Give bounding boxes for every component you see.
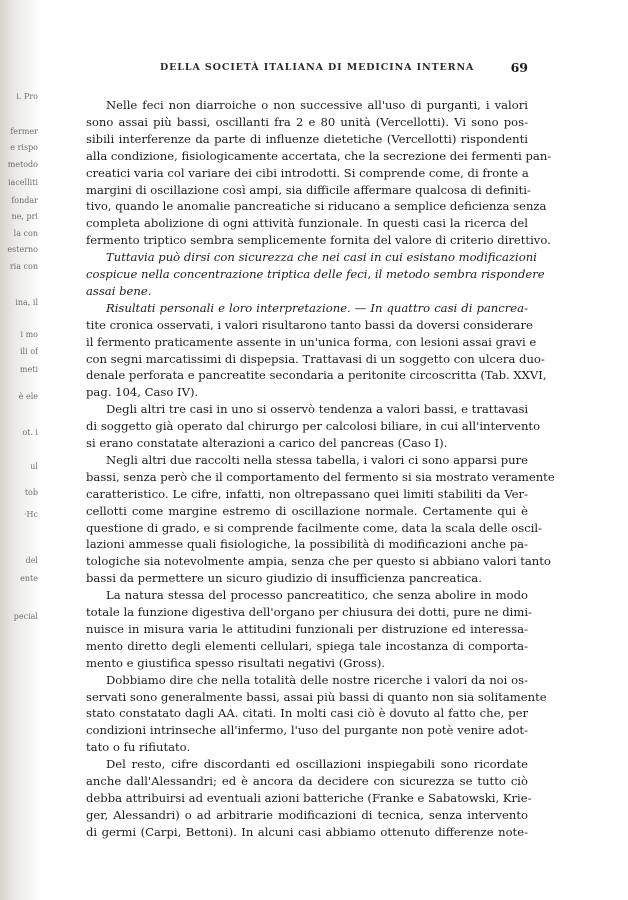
text-line: Tuttavia può dirsi con sicurezza che nei casi in cui esistano modificazioni bbox=[106, 250, 537, 265]
text-line: Del resto, cifre discordanti ed oscillazioni inspiegabili sono ricordate bbox=[106, 757, 528, 772]
margin-fragment: i mo bbox=[20, 330, 38, 339]
text-line: Negli altri due raccolti nella stessa tabella, i valori ci sono apparsi pure bbox=[106, 452, 528, 467]
margin-fragment: del bbox=[25, 556, 38, 565]
text-line: completa abolizione di ogni attività funzionale. In questi casi la ricerca del bbox=[86, 216, 528, 231]
text-line: sibili interferenze da parte di influenze dietetiche (Vercellotti) rispondenti bbox=[86, 131, 528, 146]
text-line: debba attribuirsi ad eventuali azioni batteriche (Franke e Sabatowski, Krie- bbox=[86, 790, 532, 805]
margin-fragment: iacelliti bbox=[8, 178, 38, 187]
margin-fragment: fermer bbox=[10, 127, 38, 136]
margin-fragment: e rispo bbox=[10, 143, 38, 152]
margin-fragment: tob bbox=[24, 488, 38, 497]
text-line: tologiche sia notevolmente ampia, senza che per questo si abbiano valori tanto bbox=[86, 554, 551, 569]
text-line: totale la funzione digestiva dell'organo per chiusura dei dotti, pure ne dimi- bbox=[86, 605, 532, 619]
margin-fragment: ot. i bbox=[22, 428, 38, 437]
running-title: DELLA SOCIETÀ ITALIANA DI MEDICINA INTERNA bbox=[160, 62, 475, 73]
text-line: ger, Alessandri) o ad arbitrarie modificazioni di tecnica, senza intervento bbox=[86, 807, 528, 822]
text-line: caratteristico. Le cifre, infatti, non oltrepassano quei limiti stabiliti da Ver- bbox=[86, 486, 528, 501]
margin-fragment: è ele bbox=[18, 392, 38, 401]
text-line: creatici varia col variare dei cibi introdotti. Si comprende come, di fronte a bbox=[86, 165, 529, 180]
text-line: anche dall'Alessandri; ed è ancora da decidere con sicurezza se tutto ciò bbox=[86, 774, 528, 788]
text-line: alla condizione, fisiologicamente accertata, che la secrezione dei fermenti pan- bbox=[86, 148, 552, 163]
margin-fragment: meti bbox=[19, 365, 38, 374]
adjacent-page-margin bbox=[0, 0, 38, 900]
text-line: condizioni intrinseche all'infermo, l'uso del purgante non potè venire adot- bbox=[86, 723, 528, 738]
text-line: bassi, senza però che il comportamento del fermento si sia mostrato veramente bbox=[86, 469, 555, 484]
text-line: mento e giustifica spesso risultati negativi (Gross). bbox=[86, 655, 386, 670]
page-number: 69 bbox=[510, 60, 528, 75]
margin-fragment: esterno bbox=[7, 245, 38, 254]
margin-fragment: metodo bbox=[7, 160, 38, 169]
margin-fragment: ne, pri bbox=[11, 212, 38, 221]
text-line: tite cronica osservati, i valori risultarono tanto bassi da doversi considerare bbox=[86, 317, 533, 332]
text-line: denale perforata e pancreatite secondaria a peritonite circoscritta (Tab. XXVI, bbox=[86, 368, 547, 383]
text-line: servati sono generalmente bassi, assai più bassi di quanto non sia solitamente bbox=[86, 689, 547, 704]
running-header bbox=[86, 62, 528, 78]
text-line: bassi da permettere un sicuro giudizio di insufficienza pancreatica. bbox=[86, 571, 482, 586]
text-line: mento diretto degli elementi cellulari, spiega tale incostanza di comporta- bbox=[86, 638, 528, 653]
text-line: tivo, quando le anomalie pancreatiche si riducano a semplice deficienza senza bbox=[86, 199, 547, 214]
margin-fragment: la con bbox=[13, 229, 38, 238]
text-line: tato o fu rifiutato. bbox=[86, 740, 191, 755]
text-line: cellotti come margine estremo di oscillazione normale. Certamente qui è bbox=[86, 503, 528, 518]
text-line: si erano constatate alterazioni a carico del pancreas (Caso I). bbox=[86, 436, 448, 450]
text-line: questione di grado, e si comprende facilmente come, data la scala delle oscil- bbox=[86, 520, 543, 535]
text-line: stato constatato dagli AA. citati. In molti casi ciò è dovuto al fatto che, per bbox=[86, 706, 528, 721]
text-line: di soggetto già operato dal chirurgo per calcolosi biliare, in cui all'intervento bbox=[86, 419, 541, 434]
margin-fragment: i. Pro bbox=[16, 92, 38, 101]
margin-fragment: ili of bbox=[20, 347, 38, 356]
margin-fragment: ina, il bbox=[15, 298, 38, 307]
text-line: con segni marcatissimi di dispepsia. Trattavasi di un soggetto con ulcera duo- bbox=[86, 351, 545, 366]
text-line: nuisce in misura varia le attitudini funzionali per distruzione ed interessa- bbox=[86, 621, 528, 636]
text-line: Dobbiamo dire che nella totalità delle nostre ricerche i valori da noi os- bbox=[106, 672, 528, 687]
text-line: Nelle feci non diarroiche o non successive all'uso di purganti, i valori bbox=[106, 98, 528, 112]
margin-fragment: pecial bbox=[13, 612, 38, 621]
text-line: assai bene. bbox=[86, 283, 152, 298]
text-line: Risultati personali e loro interpretazione. — In quattro casi di pancrea- bbox=[106, 300, 528, 315]
text-line: lazioni ammesse quali fisiologiche, la possibilità di modificazioni anche pa- bbox=[86, 537, 528, 552]
text-line: di germi (Carpi, Bettoni). In alcuni casi abbiamo ottenuto differenze note- bbox=[86, 824, 528, 839]
margin-fragment: ul bbox=[30, 462, 38, 471]
text-line: La natura stessa del processo pancreatitico, che senza abolire in modo bbox=[106, 588, 528, 603]
margin-fragment: fondar bbox=[11, 196, 38, 205]
text-line: margini di oscillazione così ampi, sia difficile affermare qualcosa di definiti- bbox=[86, 182, 531, 197]
text-line: cospicue nella concentrazione triptica delle feci, il metodo sembra rispondere bbox=[86, 267, 545, 281]
text-line: Degli altri tre casi in uno si osservò tendenza a valori bassi, e trattavasi bbox=[106, 402, 529, 417]
text-line: pag. 104, Caso IV). bbox=[86, 385, 199, 400]
text-line: il fermento praticamente assente in un'unica forma, con lesioni assai gravi e bbox=[86, 334, 537, 349]
margin-fragment: ente bbox=[20, 574, 38, 583]
text-line: fermento triptico sembra semplicemente fornita del valore di criterio direttivo. bbox=[86, 233, 551, 248]
margin-fragment: ria con bbox=[9, 262, 38, 271]
text-line: sono assai più bassi, oscillanti fra 2 e 80 unità (Vercellotti). Vi sono pos- bbox=[86, 114, 528, 129]
margin-fragment: ·Hc bbox=[24, 510, 38, 519]
